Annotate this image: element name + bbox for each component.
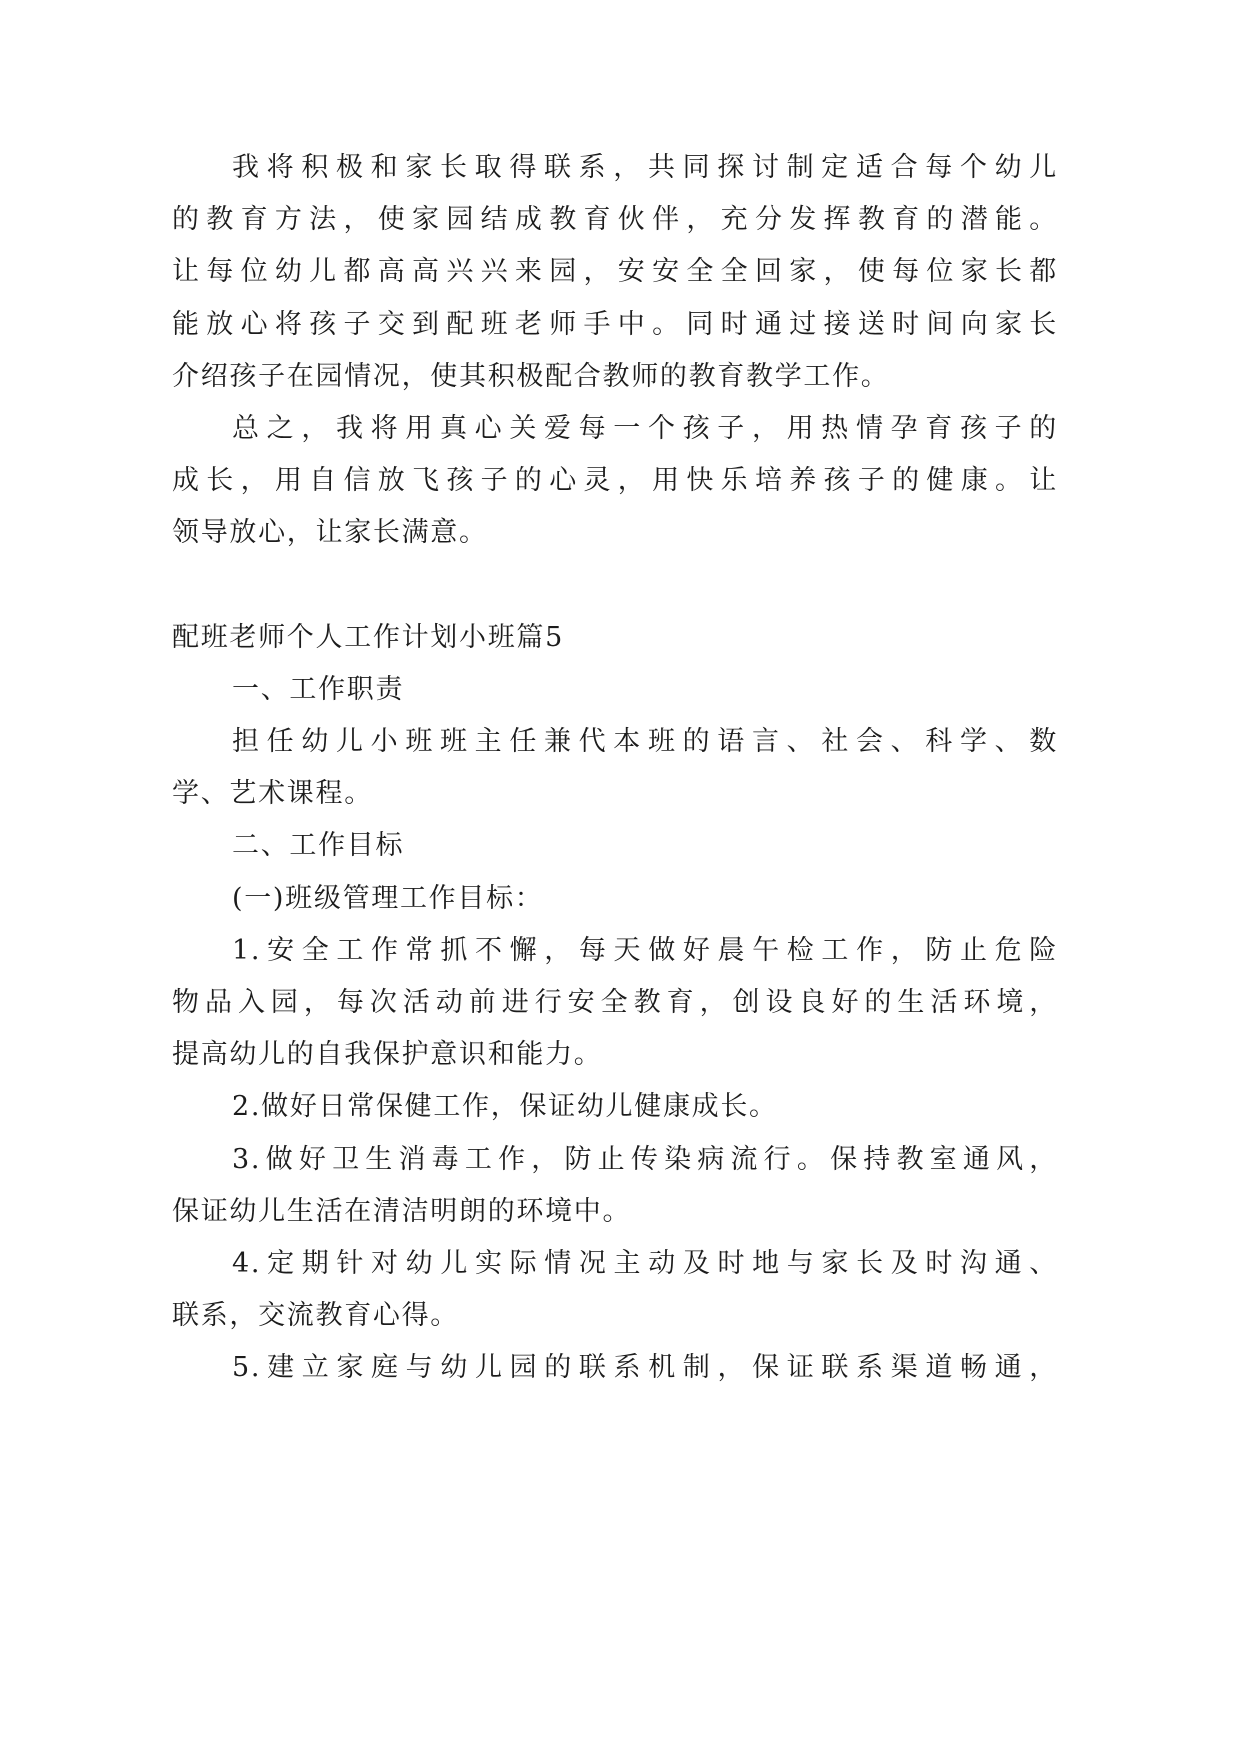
list-item <box>172 925 1058 1082</box>
list-item <box>172 1238 1058 1342</box>
list-item <box>172 1081 1058 1133</box>
text-line: 我将积极和家长取得联系，共同探讨制定适合每个幼儿 <box>232 152 1058 183</box>
text-line: 能放心将孩子交到配班老师手中。同时通过接送时间向家长 <box>172 308 1058 340</box>
subheading: (一)班级管理工作目标： <box>232 882 544 914</box>
paragraph <box>172 142 1058 403</box>
text-line: 学、艺术课程。 <box>172 778 373 810</box>
text-line: 保证幼儿生活在清洁明朗的环境中。 <box>172 1195 632 1227</box>
paragraph <box>172 716 1058 820</box>
subheading: 一、工作职责 <box>232 673 405 705</box>
text-line: 的教育方法，使家园结成教育伙伴，充分发挥教育的潜能。 <box>172 204 1058 236</box>
text-line: 2.做好日常保健工作，保证幼儿健康成长。 <box>232 1091 778 1123</box>
text-line: 1.安全工作常抓不懈，每天做好晨午检工作，防止危险 <box>232 934 1058 966</box>
text-line: 让每位幼儿都高高兴兴来园，安安全全回家，使每位家长都 <box>172 256 1058 288</box>
text-line: 担任幼儿小班班主任兼代本班的语言、社会、科学、数 <box>232 726 1058 758</box>
list-item <box>172 1134 1058 1238</box>
paragraph <box>172 664 1058 716</box>
section-title: 配班老师个人工作计划小班篇5 <box>172 621 564 653</box>
text-line: 5.建立家庭与幼儿园的联系机制，保证联系渠道畅通， <box>232 1352 1058 1384</box>
paragraph <box>172 873 1058 925</box>
document-page <box>172 142 1058 1395</box>
text-line: 介绍孩子在园情况，使其积极配合教师的教育教学工作。 <box>172 360 890 392</box>
text-line: 物品入园，每次活动前进行安全教育，创设良好的生活环境， <box>172 987 1058 1018</box>
text-line: 联系，交流教育心得。 <box>172 1300 459 1332</box>
subheading: 二、工作目标 <box>232 830 405 862</box>
paragraph <box>172 403 1058 560</box>
text-line: 总之，我将用真心关爱每一个孩子，用热情孕育孩子的 <box>232 412 1058 444</box>
list-item <box>172 1342 1058 1394</box>
text-line: 4.定期针对幼儿实际情况主动及时地与家长及时沟通、 <box>232 1247 1058 1279</box>
text-line: 提高幼儿的自我保护意识和能力。 <box>172 1039 603 1071</box>
paragraph <box>172 820 1058 872</box>
text-line: 成长，用自信放飞孩子的心灵，用快乐培养孩子的健康。让 <box>172 465 1058 497</box>
text-line: 3.做好卫生消毒工作，防止传染病流行。保持教室通风， <box>232 1143 1058 1175</box>
text-line: 领导放心，让家长满意。 <box>172 517 488 549</box>
